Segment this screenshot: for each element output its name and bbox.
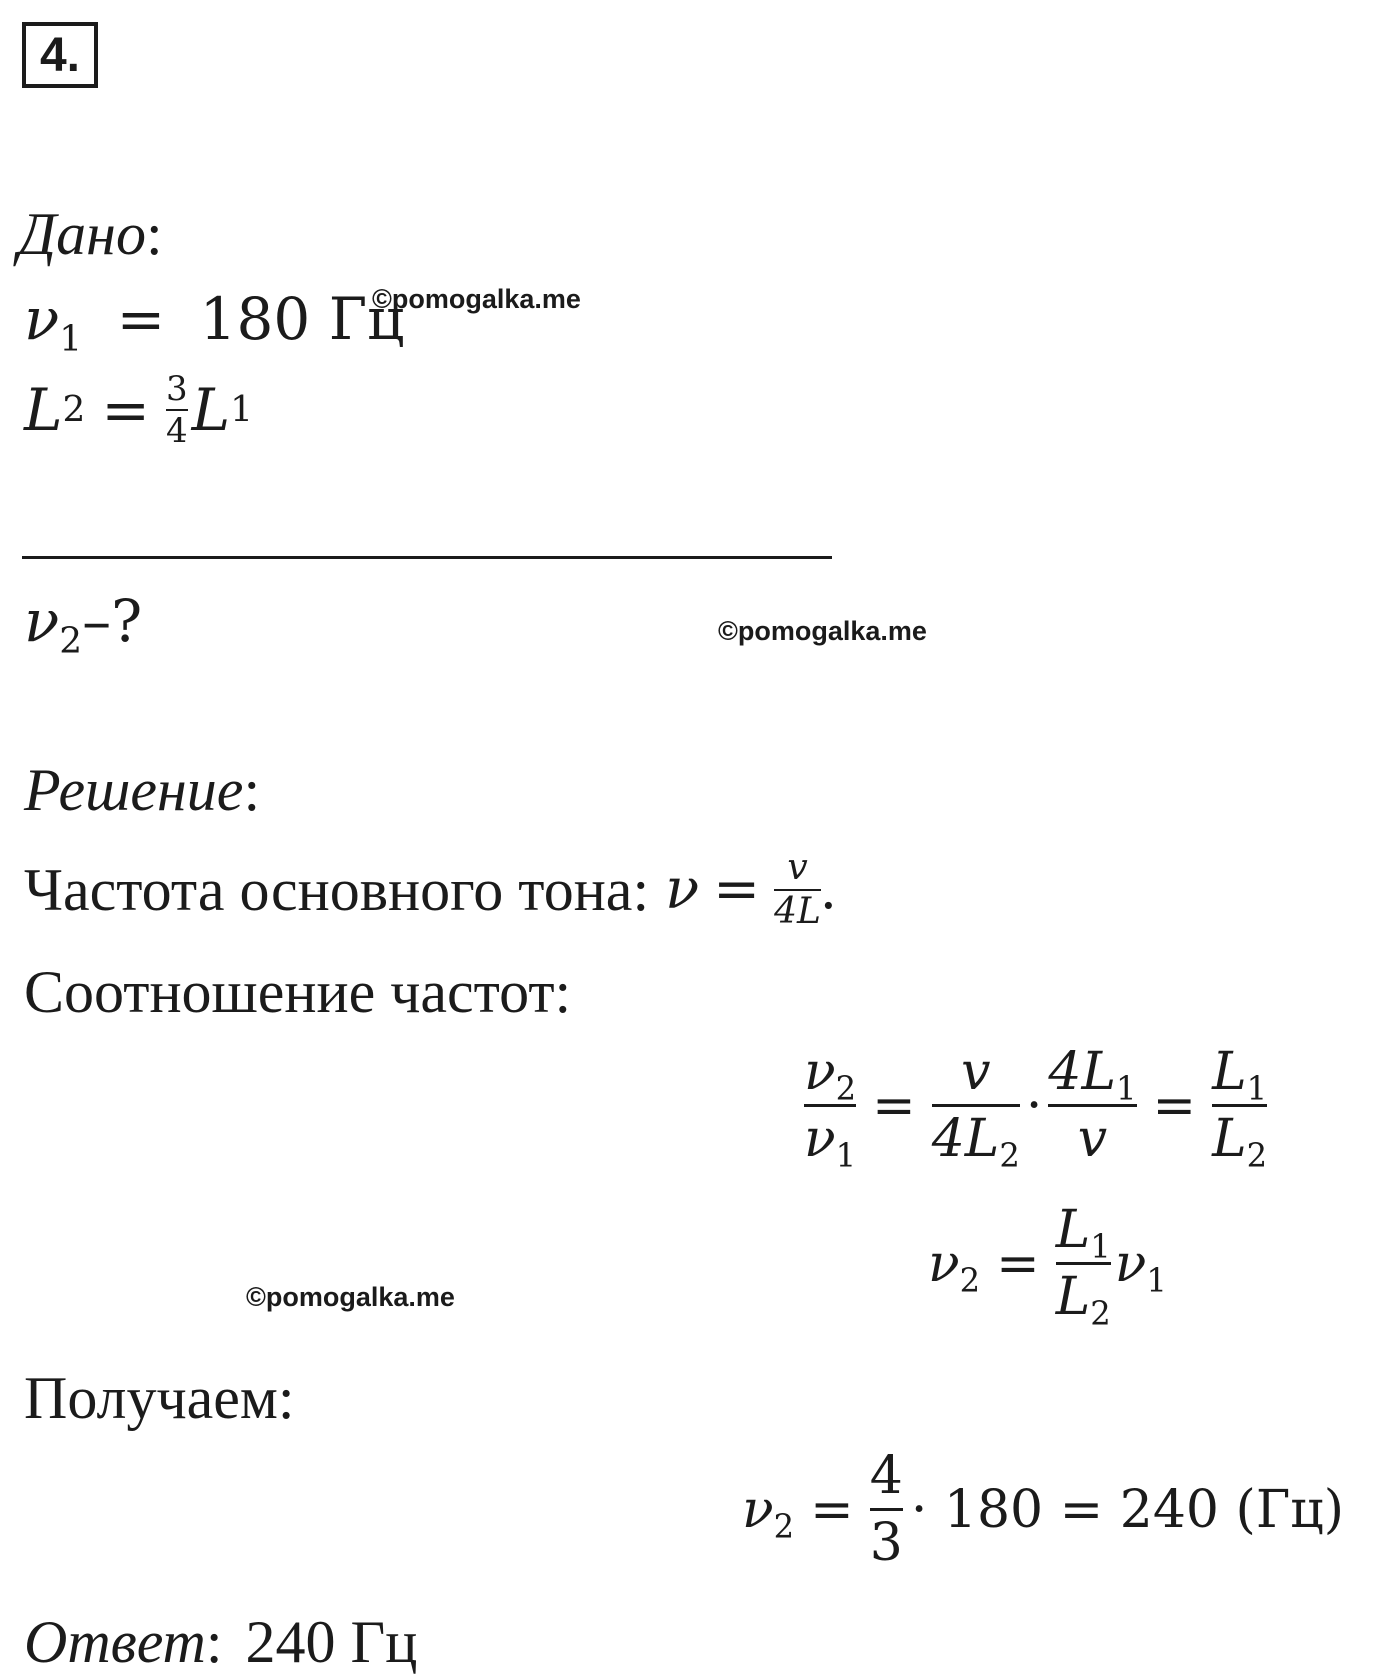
ratio-frac-4 xyxy=(1212,1042,1268,1175)
ratio-f1-num: ν xyxy=(804,1042,836,1102)
ratio-equation xyxy=(804,1042,1268,1175)
ratio-f1-bar xyxy=(804,1104,856,1107)
nu1-value: 180 Гц xyxy=(199,285,405,353)
solution-heading-text: Решение xyxy=(24,757,244,823)
problem-number: 4. xyxy=(22,22,98,88)
ratio-f4-den: L xyxy=(1212,1109,1247,1169)
fundamental-eq: = xyxy=(713,857,761,922)
result-num: 4 xyxy=(869,1446,903,1506)
solution-heading xyxy=(24,757,261,823)
nu2-den: L xyxy=(1055,1267,1091,1327)
ratio-frac-2 xyxy=(931,1042,1020,1175)
ratio-f2-den: 4L xyxy=(931,1109,1000,1169)
ratio-frac-1 xyxy=(804,1042,857,1175)
fundamental-den: 4L xyxy=(774,891,821,932)
nu2-bar xyxy=(1056,1262,1111,1265)
ratio-f4-num: L xyxy=(1212,1042,1247,1102)
nu2-tail-sub: 1 xyxy=(1146,1260,1167,1299)
solution-heading-colon: : xyxy=(243,757,261,823)
result-lhs-sub: 2 xyxy=(773,1506,795,1545)
nu2-num-sub: 1 xyxy=(1090,1227,1111,1266)
ratio-f1-den-sub: 1 xyxy=(835,1136,857,1175)
nu1-eq: = xyxy=(116,285,166,353)
fundamental-lhs: ν xyxy=(665,857,700,922)
fundamental-label: Частота основного тона: xyxy=(24,857,650,923)
ratio-f3-num: 4L xyxy=(1048,1042,1117,1102)
fundamental-line xyxy=(24,840,836,940)
watermark-3: ©pomogalka.me xyxy=(246,1282,455,1312)
ratio-dot: · xyxy=(1025,1075,1043,1136)
ratio-eq-2: = xyxy=(1152,1075,1197,1136)
result-equation xyxy=(742,1446,1344,1573)
find-nu2 xyxy=(24,587,143,662)
ratio-f4-den-sub: 2 xyxy=(1246,1136,1268,1175)
result-den: 3 xyxy=(869,1513,903,1573)
result-eq: = xyxy=(810,1479,854,1540)
find-symbol: ν xyxy=(24,587,60,655)
nu2-num: L xyxy=(1055,1200,1091,1260)
result-bar xyxy=(870,1508,903,1511)
ratio-f3-den: v xyxy=(1077,1109,1108,1169)
ratio-f1-num-sub: 2 xyxy=(835,1069,857,1108)
given-heading-text: Дано xyxy=(18,201,146,267)
result-label: Получаем: xyxy=(24,1365,295,1431)
l1-symbol: L xyxy=(191,376,231,444)
l2-frac-den: 4 xyxy=(166,411,188,451)
ratio-f3-bar xyxy=(1048,1104,1136,1107)
given-l2: L 2 = $\frac{3}{4}$ L 1 xyxy=(24,369,254,451)
fundamental-tail: . xyxy=(820,855,836,921)
ratio-f3-num-sub: 1 xyxy=(1116,1069,1137,1108)
ratio-f1-den: ν xyxy=(804,1109,836,1169)
answer-value: 240 Гц xyxy=(245,1609,418,1675)
l2-fraction xyxy=(166,369,188,451)
result-rest: · 180 = 240 (Гц) xyxy=(910,1479,1344,1540)
nu1-sub: 1 xyxy=(59,318,83,360)
given-heading-colon: : xyxy=(145,201,163,267)
l2-eq: = xyxy=(101,376,150,444)
l2-symbol: L xyxy=(24,376,63,444)
result-lhs: ν xyxy=(742,1479,774,1540)
fundamental-num: v xyxy=(787,847,808,888)
nu2-eq: = xyxy=(996,1233,1040,1294)
answer-colon: : xyxy=(205,1609,223,1675)
find-suffix: –? xyxy=(82,587,143,655)
ratio-eq-1: = xyxy=(872,1075,916,1136)
ratio-f4-num-sub: 1 xyxy=(1246,1069,1268,1108)
result-fraction xyxy=(869,1446,903,1573)
nu2-fraction xyxy=(1055,1200,1111,1333)
given-nu1 xyxy=(24,285,405,360)
nu1-symbol: ν xyxy=(24,285,60,353)
ratio-f4-bar xyxy=(1212,1104,1267,1107)
l2-frac-num: 3 xyxy=(166,369,188,409)
fundamental-fraction xyxy=(774,847,821,932)
ratio-frac-3 xyxy=(1048,1042,1137,1169)
nu2-lhs-sub: 2 xyxy=(959,1260,981,1299)
given-divider xyxy=(22,556,832,559)
ratio-f2-num: v xyxy=(961,1042,991,1102)
ratio-f2-bar xyxy=(932,1104,1020,1107)
nu2-den-sub: 2 xyxy=(1090,1294,1111,1333)
nu2-lhs: ν xyxy=(928,1233,960,1294)
given-heading xyxy=(18,201,163,267)
answer-label: Ответ xyxy=(24,1609,206,1675)
answer-line xyxy=(24,1609,418,1675)
nu2-equation xyxy=(928,1200,1167,1333)
find-sub: 2 xyxy=(59,620,83,662)
watermark-2: ©pomogalka.me xyxy=(718,616,927,646)
ratio-label: Соотношение частот: xyxy=(24,959,572,1025)
watermark-1: ©pomogalka.me xyxy=(372,284,581,314)
ratio-f2-den-sub: 2 xyxy=(999,1136,1020,1175)
nu2-tail: ν xyxy=(1114,1233,1147,1294)
